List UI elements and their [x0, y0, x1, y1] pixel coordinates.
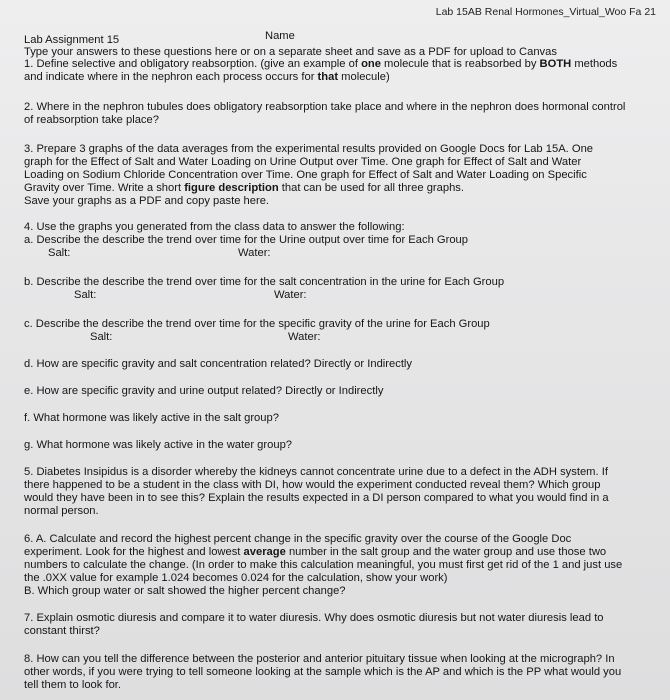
- question-4b: b. Describe the describe the trend over time for the salt concentration in the urine for Each Group Salt: Water:: [24, 276, 505, 301]
- question-7: 7. Explain osmotic diuresis and compare it to water diuresis. Why does osmotic diuresis but not water diuresis lead to constant thirst?: [24, 612, 604, 637]
- question-4e: e. How are specific gravity and urine output related? Directly or Indirectly: [24, 385, 384, 397]
- question-4c: c. Describe the describe the trend over time for the specific gravity of the urine for Each Group Salt: Water:: [24, 318, 490, 343]
- question-5: 5. Diabetes Insipidus is a disorder whereby the kidneys cannot concentrate urine due to a defect in the ADH system. If there happened to be a student in the class with DI, how would the experiment conducted reveal them? Which group would they have been in to see this? Explain the results expected in a DI person compared to what you would find in a normal person.: [24, 466, 609, 517]
- question-8: 8. How can you tell the difference between the posterior and anterior pituitary tissue when looking at the micrograph? In other words, if you were trying to tell someone looking at the sample which is the AP and which is the PP what would you tell them to look for.: [24, 653, 622, 691]
- page-title: Lab Assignment 15: [24, 34, 120, 46]
- page-header: Lab 15AB Renal Hormones_Virtual_Woo Fa 21: [435, 6, 656, 18]
- question-4g: g. What hormone was likely active in the water group?: [24, 439, 293, 451]
- instructions: Type your answers to these questions here or on a separate sheet and save as a PDF for upload to Canvas: [24, 46, 557, 58]
- question-4d: d. How are specific gravity and salt concentration related? Directly or Indirectly: [24, 358, 413, 370]
- question-2: 2. Where in the nephron tubules does obligatory reabsorption take place and where in the nephron does hormonal control of reabsorption take place?: [24, 101, 626, 126]
- question-4f: f. What hormone was likely active in the salt group?: [24, 412, 279, 424]
- question-3: 3. Prepare 3 graphs of the data averages from the experimental results provided on Google Docs for Lab 15A. One graph for the Effect of Salt and Water Loading on Urine Output over Time. One graph for Effect of Salt and Water Loading on Sodium Chloride Concentration over Time. One graph for Effect of Salt and Water Loading on Specific Gravity over Time. Write a short figure description that can be used for all three graphs. Save your graphs as a PDF and copy paste here.: [24, 143, 594, 207]
- question-6: 6. A. Calculate and record the highest percent change in the specific gravity over the course of the Google Doc experiment. Look for the highest and lowest average number in the salt group and the water group and use those two numbers to calculate the change. (In order to make this calculation meaningful, you must first get rid of the 1 and just use the .0XX value for example 1.024 becomes 0.024 for the calculation, show your work) B. Which group water or salt showed the higher percent change?: [24, 533, 623, 597]
- question-4-intro: 4. Use the graphs you generated from the class data to answer the following: a. Describe the describe the trend over time for the Urine output over time for Each Group Salt: Water:: [24, 221, 468, 259]
- name-label: Name: [265, 30, 295, 42]
- question-1: 1. Define selective and obligatory reabsorption. (give an example of one molecule that is reabsorbed by BOTH methods and indicate where in the nephron each process occurs for that molecule): [24, 58, 618, 83]
